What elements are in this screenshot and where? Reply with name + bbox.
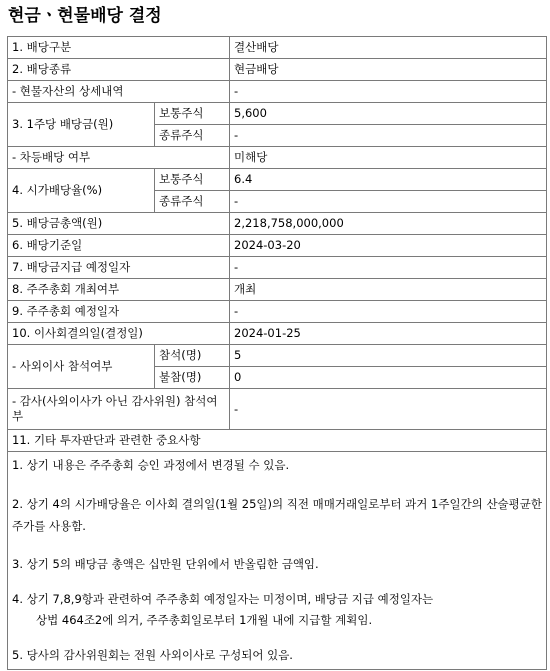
- table-row: [8, 37, 547, 59]
- row-value: -: [230, 81, 547, 103]
- row-value: -: [230, 301, 547, 323]
- row-value: 결산배당: [230, 37, 547, 59]
- row-sublabel: 참석(명): [155, 345, 230, 367]
- row-value: 5: [230, 345, 547, 367]
- table-row: [8, 279, 547, 301]
- row-value: 개최: [230, 279, 547, 301]
- row-label: - 차등배당 여부: [8, 147, 230, 169]
- table-row: [8, 389, 547, 430]
- table-row: [8, 301, 547, 323]
- table-row: [8, 323, 547, 345]
- table-row: [8, 235, 547, 257]
- table-row: [8, 169, 547, 191]
- table-row: [8, 430, 547, 452]
- row-value: -: [230, 125, 547, 147]
- row-value: -: [230, 191, 547, 213]
- note-4-continued: 상법 464조2에 의거, 주주총회일로부터 1개월 내에 지급할 계획임.: [36, 613, 373, 627]
- row-label: 10. 이사회결의일(결정일): [8, 323, 230, 345]
- row-value: -: [230, 257, 547, 279]
- note-2: 2. 상기 4의 시가배당율은 이사회 결의일(1월 25일)의 직전 매매거래일로부터 과거 1주일간의 산술평균한 주가를 사용함.: [12, 497, 542, 533]
- table-row: [8, 147, 547, 169]
- row-sublabel: 불참(명): [155, 367, 230, 389]
- row-value: 0: [230, 367, 547, 389]
- row-sublabel: 종류주식: [155, 125, 230, 147]
- row-label: 7. 배당금지급 예정일자: [8, 257, 230, 279]
- notes-row: [8, 452, 547, 670]
- row-label: 9. 주주총회 예정일자: [8, 301, 230, 323]
- section-heading: 11. 기타 투자판단과 관련한 중요사항: [8, 430, 547, 452]
- row-value: 2024-01-25: [230, 323, 547, 345]
- row-label: 4. 시가배당율(%): [8, 169, 155, 213]
- row-value: -: [230, 389, 547, 430]
- page-title: 현금ㆍ현물배당 결정: [8, 6, 162, 26]
- notes-cell: [8, 452, 547, 670]
- row-label: 8. 주주총회 개최여부: [8, 279, 230, 301]
- row-label: 1. 배당구분: [8, 37, 230, 59]
- table-row: [8, 59, 547, 81]
- table-row: [8, 103, 547, 125]
- note-1: 1. 상기 내용은 주주총회 승인 과정에서 변경될 수 있음.: [12, 458, 290, 472]
- row-label: - 사외이사 참석여부: [8, 345, 155, 389]
- row-label: 3. 1주당 배당금(원): [8, 103, 155, 147]
- row-label: - 현물자산의 상세내역: [8, 81, 230, 103]
- row-value: 미해당: [230, 147, 547, 169]
- table-row: [8, 345, 547, 367]
- row-sublabel: 보통주식: [155, 169, 230, 191]
- note-3: 3. 상기 5의 배당금 총액은 십만원 단위에서 반올림한 금액임.: [12, 557, 319, 571]
- note-4: 4. 상기 7,8,9항과 관련하여 주주총회 예정일자는 미정이며, 배당금 지급 예정일자는: [12, 592, 434, 606]
- row-label: 5. 배당금총액(원): [8, 213, 230, 235]
- table-row: [8, 81, 547, 103]
- row-sublabel: 종류주식: [155, 191, 230, 213]
- row-value: 현금배당: [230, 59, 547, 81]
- table-row: [8, 257, 547, 279]
- note-5: 5. 당사의 감사위원회는 전원 사외이사로 구성되어 있음.: [12, 648, 293, 662]
- row-sublabel: 보통주식: [155, 103, 230, 125]
- dividend-table: [7, 36, 547, 670]
- row-label: - 감사(사외이사가 아닌 감사위원) 참석여부: [8, 389, 230, 430]
- row-label: 2. 배당종류: [8, 59, 230, 81]
- row-label: 6. 배당기준일: [8, 235, 230, 257]
- row-value: 2024-03-20: [230, 235, 547, 257]
- table-row: [8, 213, 547, 235]
- row-value: 6.4: [230, 169, 547, 191]
- row-value: 5,600: [230, 103, 547, 125]
- row-value: 2,218,758,000,000: [230, 213, 547, 235]
